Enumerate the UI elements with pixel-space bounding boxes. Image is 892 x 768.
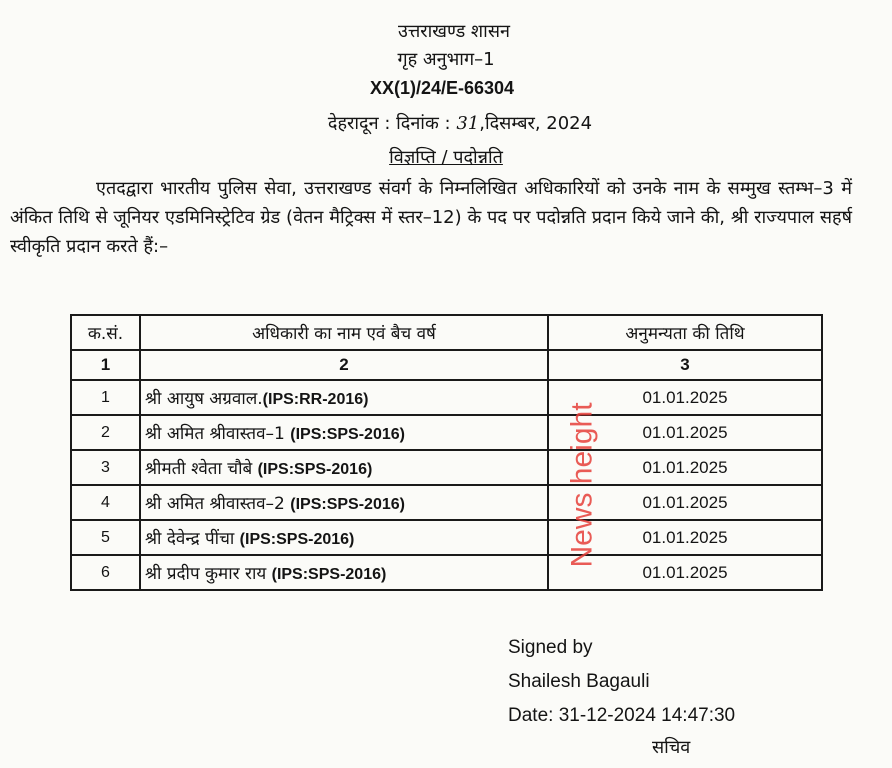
place-date-line xyxy=(14,112,892,136)
row-date: 01.01.2025 xyxy=(548,555,822,590)
col-number-2: 2 xyxy=(140,350,548,380)
table-row xyxy=(71,520,822,555)
date-month-year: ,दिसम्बर, 2024 xyxy=(479,113,593,134)
row-serial: 6 xyxy=(71,555,140,590)
row-batch: (IPS:SPS-2016) xyxy=(239,531,355,548)
row-date: 01.01.2025 xyxy=(548,415,822,450)
table-row xyxy=(71,450,822,485)
header-serial: क.सं. xyxy=(71,315,140,350)
signature-date: Date: 31-12-2024 14:47:30 xyxy=(508,705,736,726)
row-batch: (IPS:SPS-2016) xyxy=(290,496,405,513)
row-date: 01.01.2025 xyxy=(548,485,822,520)
notice-body: एतदद्वारा भारतीय पुलिस सेवा, उत्तराखण्ड संवर्ग के निम्नलिखित अधिकारियों को उनके नाम के सम्मुख स्तम्भ–3 में अंकित तिथि से जूनियर एडमिनिस्ट्रेटिव ग्रेड (वेतन मैट्रिक्स में स्तर–12) के पद पर पदोन्नति प्रदान किये जाने की, श्री राज्यपाल सहर्ष स्वीकृति प्रदान करते हैं:– xyxy=(10,178,852,257)
row-batch: (IPS:SPS-2016) xyxy=(271,566,387,583)
date-day-handwritten: 31 xyxy=(456,113,480,134)
row-officer: श्री देवेन्द्र पींचा (IPS:SPS-2016) xyxy=(140,520,548,555)
notice-title: विज्ञप्ति / पदोन्नति xyxy=(389,147,503,168)
row-batch: (IPS:SPS-2016) xyxy=(257,461,373,478)
row-officer: श्री आयुष अग्रवाल.(IPS:RR-2016) xyxy=(140,380,548,415)
row-date: 01.01.2025 xyxy=(548,380,822,415)
row-serial: 3 xyxy=(71,450,140,485)
promotion-table xyxy=(70,314,823,591)
header-officer-name: अधिकारी का नाम एवं बैच वर्ष xyxy=(140,315,548,350)
header-date: अनुमन्यता की तिथि xyxy=(548,315,822,350)
table-row xyxy=(71,380,822,415)
row-officer: श्रीमती श्वेता चौबे (IPS:SPS-2016) xyxy=(140,450,548,485)
row-officer: श्री अमित श्रीवास्तव–1 (IPS:SPS-2016) xyxy=(140,415,548,450)
signed-by-label: Signed by xyxy=(508,637,593,658)
table-row xyxy=(71,555,822,590)
signatory-designation: सचिव xyxy=(652,737,691,758)
row-serial: 2 xyxy=(71,415,140,450)
table-header-row xyxy=(71,315,822,350)
signatory-name: Shailesh Bagauli xyxy=(508,671,650,692)
department-heading: गृह अनुभाग–1 xyxy=(397,49,495,70)
row-serial: 1 xyxy=(71,380,140,415)
row-officer: श्री अमित श्रीवास्तव–2 (IPS:SPS-2016) xyxy=(140,485,548,520)
table-row xyxy=(71,415,822,450)
row-serial: 4 xyxy=(71,485,140,520)
row-date: 01.01.2025 xyxy=(548,520,822,555)
watermark-text: News height xyxy=(565,402,599,568)
table-row xyxy=(71,485,822,520)
row-batch: (IPS:SPS-2016) xyxy=(290,426,405,443)
row-date: 01.01.2025 xyxy=(548,450,822,485)
reference-number: XX(1)/24/E-66304 xyxy=(369,78,515,98)
row-batch: (IPS:RR-2016) xyxy=(262,391,369,408)
row-serial: 5 xyxy=(71,520,140,555)
date-prefix: देहरादून : दिनांक : xyxy=(327,113,451,134)
col-number-1: 1 xyxy=(71,350,140,380)
row-officer: श्री प्रदीप कुमार राय (IPS:SPS-2016) xyxy=(140,555,548,590)
table-column-number-row xyxy=(71,350,822,380)
government-heading: उत्तराखण्ड शासन xyxy=(397,21,510,42)
col-number-3: 3 xyxy=(548,350,822,380)
